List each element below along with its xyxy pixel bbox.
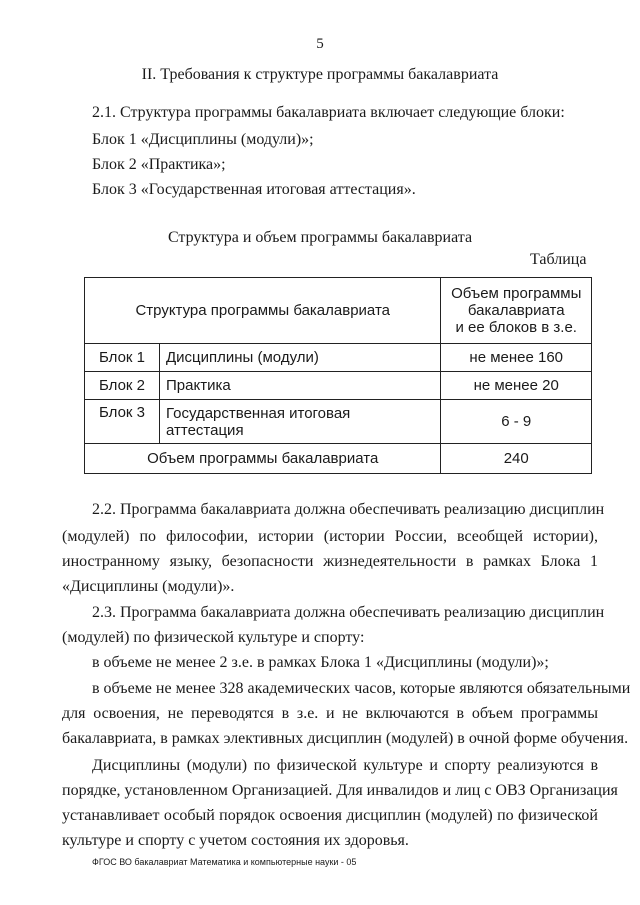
para-last-line: Дисциплины (модули) по физической культуре и спорту реализуются в [92, 757, 598, 774]
para-2-2-line: (модулей) по философии, истории (истории России, всеобщей истории), [62, 528, 598, 545]
para-last-line: устанавливает особый порядок освоения дисциплин (модулей) по физической [62, 807, 598, 824]
header-volume-line: Объем программы [451, 285, 582, 302]
table-label: Таблица [530, 251, 587, 268]
name-line: Государственная итоговая [166, 404, 351, 422]
table-row [85, 400, 592, 444]
table-total-row [85, 444, 592, 474]
para-2-3-line: бакалавриата, в рамках элективных дисциплин (модулей) в очной форме обучения. [62, 730, 629, 747]
volume-cell: не менее 160 [441, 344, 592, 372]
para-2-3-line: в объеме не менее 328 академических часов, которые являются обязательными [92, 680, 631, 697]
block-cell: Блок 3 [85, 400, 160, 444]
page-number: 5 [316, 36, 324, 52]
table-caption: Структура и объем программы бакалавриата [167, 229, 473, 246]
para-2-3-line: (модулей) по физической культуре и спорту: [62, 629, 365, 646]
table-header-row [85, 278, 592, 344]
header-volume [441, 278, 592, 344]
name-cell: Дисциплины (модули) [160, 344, 441, 372]
intro-paragraph: 2.1. Структура программы бакалавриата включает следующие блоки: [92, 104, 565, 121]
program-structure-table [84, 277, 592, 474]
block-cell: Блок 2 [85, 372, 160, 400]
header-volume-line: и ее блоков в з.е. [455, 319, 577, 336]
block-cell: Блок 1 [85, 344, 160, 372]
para-2-2-line: иностранному языку, безопасности жизнедеятельности в рамках Блока 1 [62, 553, 598, 570]
para-last-line: культуре и спорту с учетом состояния их здоровья. [62, 832, 409, 849]
para-2-2-line: «Дисциплины (модули)». [62, 578, 235, 595]
para-2-3-line: для освоения, не переводятся в з.е. и не включаются в объем программы [62, 705, 598, 722]
para-2-3-line: 2.3. Программа бакалавриата должна обеспечивать реализацию дисциплин [92, 604, 605, 621]
header-volume-line: бакалавриата [467, 302, 565, 319]
block-1-item: Блок 1 «Дисциплины (модули)»; [92, 131, 314, 148]
block-2-item: Блок 2 «Практика»; [92, 156, 226, 173]
name-cell [160, 400, 441, 444]
total-label: Объем программы бакалавриата [85, 444, 441, 474]
name-cell: Практика [160, 372, 441, 400]
block-3-item: Блок 3 «Государственная итоговая аттестация». [92, 181, 416, 198]
volume-cell: не менее 20 [441, 372, 592, 400]
page-footer: ФГОС ВО бакалавриат Математика и компьютерные науки - 05 [92, 857, 357, 867]
para-2-2-line: 2.2. Программа бакалавриата должна обеспечивать реализацию дисциплин [92, 501, 605, 518]
table-row [85, 344, 592, 372]
para-2-3-line: в объеме не менее 2 з.е. в рамках Блока 1 «Дисциплины (модули)»; [92, 654, 549, 671]
total-value: 240 [441, 444, 592, 474]
section-heading: II. Требования к структуре программы бакалавриата [141, 66, 499, 83]
header-structure: Структура программы бакалавриата [85, 278, 441, 344]
para-last-line: порядке, установленном Организацией. Для инвалидов и лиц с ОВЗ Организация [62, 782, 618, 799]
name-line: аттестация [166, 421, 244, 439]
volume-cell: 6 - 9 [441, 400, 592, 444]
table-row [85, 372, 592, 400]
